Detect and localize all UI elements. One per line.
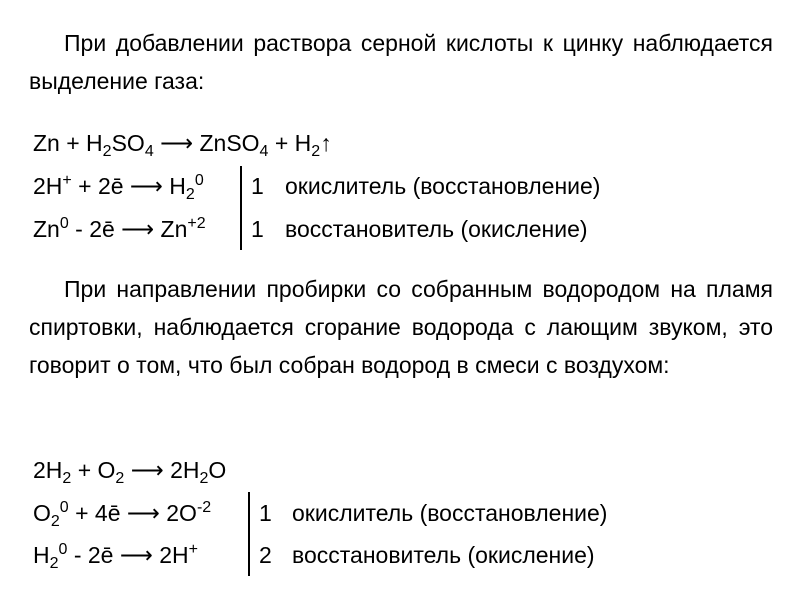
paragraph-2-text: При направлении пробирки со собранным водородом на пламя спиртовки, наблюдается сгорание водорода с лающим звуком, это говорит о том, что был собран водород в смеси с воздухом: [29, 276, 773, 378]
coefficient-3: 1 [259, 500, 272, 526]
role-oxidizer: окислитель (восстановление) [285, 173, 601, 199]
coefficient-2: 1 [251, 216, 264, 242]
equation-hydrogen-combustion: $2H_2 + O_2$ ⟶ $2H_2O$ [33, 457, 227, 487]
electron-balance-divider [240, 166, 242, 250]
half-reaction-hydrogen-reduction: 2H+ + 2ē ⟶ $H_2^0$ [33, 172, 204, 203]
paragraph-1-text: При добавлении раствора серной кислоты к цинку наблюдается выделение газа: [29, 30, 773, 94]
paragraph-hydrogen-test [29, 270, 773, 384]
coefficient-4: 2 [259, 542, 272, 568]
role-oxidizer-2: окислитель (восстановление) [292, 500, 608, 526]
role-reducer-2: восстановитель (окисление) [292, 542, 595, 568]
electron-balance-divider-2 [248, 492, 250, 576]
half-reaction-oxygen-reduction: $O_2^0$ + 4ē ⟶ $2O^{-2}$ [33, 499, 212, 530]
half-reaction-hydrogen-oxidation: $H_2^0$ - 2ē ⟶ 2H+ [33, 541, 198, 572]
paragraph-zinc-reaction [29, 24, 773, 100]
equation-zinc-sulfuric-acid: $Zn + H_2SO_4$ ⟶ ZnSO$_4$ + $H_2↑$ [33, 130, 332, 160]
half-reaction-zinc-oxidation: Zn$^0$ - 2ē ⟶ $Zn^{+2}$ [33, 215, 206, 242]
coefficient-1: 1 [251, 173, 264, 199]
role-reducer: восстановитель (окисление) [285, 216, 588, 242]
